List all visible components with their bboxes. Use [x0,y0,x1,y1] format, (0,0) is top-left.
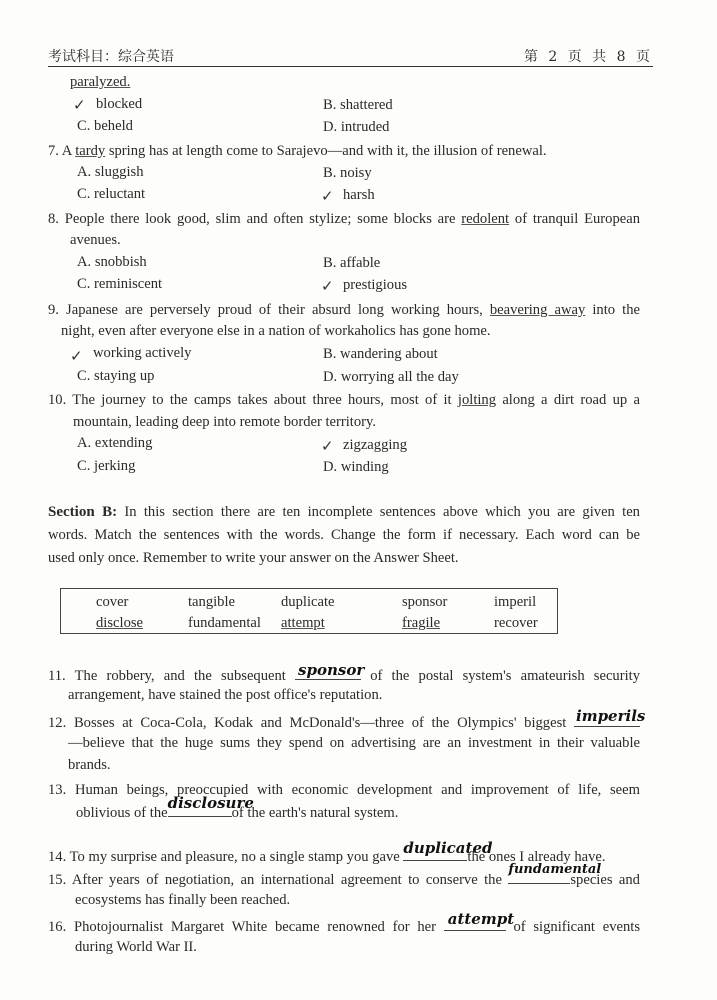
underlined-word: redolent [461,211,510,227]
answer-blank [295,661,365,680]
question-10 [48,391,640,409]
option-a [70,344,192,365]
question-text: The journey to the camps takes about three hours, most of it [72,392,458,408]
option-b: B. shattered [323,97,393,113]
answer-blank [574,707,646,727]
option-b: B. noisy [323,165,372,181]
option-a: A. extending [77,435,153,451]
question-text: of significant events [505,919,640,935]
word-bank-item: imperil [494,594,537,610]
word-bank-item: sponsor [402,594,448,610]
question-number: 13. [48,782,67,798]
question-16-line2: during World War II. [75,939,197,955]
check-mark-icon: ✓ [321,277,334,295]
underlined-word: beavering away [489,302,586,318]
question-text: Japanese are perversely proud of their absurd long working hours, [66,302,490,318]
section-b-instructions-line2: words. Match the sentences with the words. Change the form if necessary. Each word can be [48,527,640,543]
question-9 [48,301,640,319]
question-text: People there look good, slim and often stylize; some blocks are [64,211,462,227]
question-13-line2 [76,794,399,822]
question-7 [48,142,547,160]
option-text: working actively [93,345,192,361]
word-bank-item: fundamental [188,615,261,631]
check-mark-icon: ✓ [321,187,334,205]
underlined-word: paralyzed. [70,74,131,90]
answer-blank [508,862,602,884]
handwritten-answer: attempt [447,910,515,928]
question-10-line2: mountain, leading deep into remote border territory. [73,414,376,430]
question-text: To my surprise and pleasure, no a single stamp you gave [69,849,404,865]
check-mark-icon: ✓ [70,347,83,365]
question-text: Bosses at Coca-Cola, Kodak and McDonald's—three of the Olympics' biggest [73,715,574,731]
question-text: Photojournalist Margaret White became renowned for her [74,919,444,935]
underlined-word: jolting [457,392,497,408]
option-text: prestigious [343,277,408,293]
word-bank [60,588,558,634]
option-text: harsh [343,187,375,203]
question-text: species and [570,872,640,888]
question-8-line2: avenues. [70,232,121,248]
word-bank-item: tangible [188,594,236,610]
question-9-line2: night, even after everyone else in a nation of workaholics has gone home. [61,323,491,339]
option-d [323,186,375,204]
question-11-line2: arrangement, have stained the post office's reputation. [68,687,383,703]
exam-subject: 考试科目：综合英语 [48,49,174,65]
option-a [73,95,143,114]
option-text: blocked [96,96,143,112]
question-number: 14. [48,849,67,865]
question-13 [48,781,640,799]
question-number: 10. [48,392,67,408]
section-b-instructions-line3: used only once. Remember to write your answer on the Answer Sheet. [48,550,459,566]
word-bank-item: attempt [281,615,325,631]
handwritten-answer: imperils [576,707,646,725]
handwritten-answer: duplicated [403,839,493,857]
handwritten-answer: fundamental [508,862,602,877]
answer-blank [403,839,493,861]
question-number: 9. [48,302,59,318]
question-number: 8. [48,211,59,227]
question-15-line2: ecosystems has finally been reached. [75,892,291,908]
question-number: 7. [48,143,59,159]
question-12-line3: brands. [68,757,111,773]
option-b [323,436,407,454]
page-indicator: 第 2 页 共 8 页 [523,49,653,65]
question-text: along a dirt road up a [496,392,640,408]
option-d [323,276,407,294]
word-bank-item: disclose [96,615,144,631]
question-text: the ones I already have. [467,849,606,865]
question-number: 12. [48,715,67,731]
option-d: D. winding [323,459,389,475]
option-b: B. wandering about [323,346,438,362]
question-text: spring has at length come to Sarajevo—and with it, the illusion of renewal. [105,143,547,159]
option-a: A. sluggish [77,164,144,180]
option-text: zigzagging [343,437,408,453]
section-b-label: Section B: [48,504,118,520]
option-c: C. beheld [77,118,133,134]
handwritten-answer: sponsor [298,661,365,679]
question-15 [48,862,640,889]
question-text: After years of negotiation, an international agreement to conserve the [71,872,509,888]
question-text: of tranquil European [509,211,640,227]
question-text: oblivious of the [76,805,168,821]
check-mark-icon: ✓ [321,437,334,455]
check-mark-icon: ✓ [73,96,86,114]
option-c: C. jerking [77,458,136,474]
page-header [48,44,653,67]
question-number: 15. [48,872,67,888]
question-text: A [61,143,76,159]
option-a: A. snobbish [77,254,147,270]
question-text: The robbery, and the subsequent [74,668,296,684]
section-b-instructions-line1 [48,503,640,521]
question-6-continuation [70,73,130,91]
question-text: of the earth's natural system. [231,805,399,821]
question-12 [48,707,646,732]
option-d: D. worrying all the day [323,369,459,385]
option-c: C. reminiscent [77,276,163,292]
answer-blank [444,910,515,931]
underlined-word: tardy [75,143,106,159]
word-bank-item: cover [96,594,129,610]
question-11 [48,661,640,685]
question-text: of the postal system's amateurish security [361,668,640,684]
question-text: Human beings, preoccupied with economic development and improvement of life, seem [74,782,640,798]
option-c: C. staying up [77,368,155,384]
question-text: into the [585,302,640,318]
answer-blank [167,794,254,817]
question-16 [48,910,640,936]
option-b: B. affable [323,255,381,271]
word-bank-item: recover [494,615,538,631]
question-number: 16. [48,919,67,935]
instruction-text: In this section there are ten incomplete sentences above which you are given ten [117,504,640,520]
option-d: D. intruded [323,119,390,135]
word-bank-item: duplicate [281,594,335,610]
question-12-line2: —believe that the huge sums they spend on advertising are an investment in their valuable [68,735,640,751]
question-number: 11. [48,668,66,684]
option-c: C. reluctant [77,186,146,202]
question-8 [48,210,640,228]
word-bank-item: fragile [402,615,441,631]
handwritten-answer: disclosure [167,794,254,812]
